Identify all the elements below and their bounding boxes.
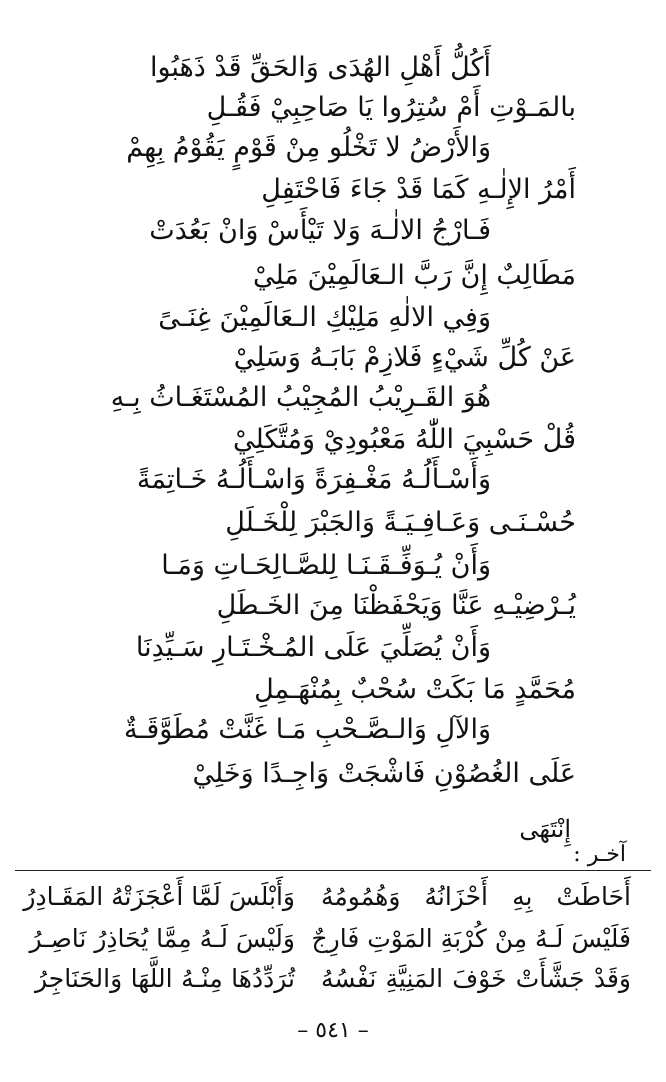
another-heading: آخـر : [573, 842, 626, 867]
poem-line: وَأَنْ يُصَلِّيَ عَلَى المُـخْـتَـارِ سَـيِّدِنَا [135, 632, 491, 663]
poem-line: وَالأَرْضُ لا تَخْلُو مِنْ قَوْمٍ يَقُوْمُ بِهِمْ [126, 132, 491, 163]
page-number: – ٥٤١ – [297, 1018, 369, 1043]
poem-line: وَالآلِ وَالـصَّـحْبِ مَـا غَنَّتْ مُطَوَّقَـةٌ [123, 714, 491, 745]
poem-line: عَنْ كُلِّ شَيْءٍ فَلازِمْ بَابَـهُ وَسَلِيْ [233, 342, 576, 373]
verse-first-hemistich: أَحَاطَتْ بِهِ أَحْزَانُهُ وَهُمُومُهُ [321, 882, 631, 911]
poem-line: هُوَ القَـرِيْبُ المُجِيْبُ المُسْتَغَـاثُ بِـهِ [110, 382, 491, 413]
verse-second-hemistich: وَأَبْلَسَ لَمَّا أَعْجَزَتْهُ المَقَـادِرُ [23, 882, 295, 911]
divider-rule [15, 870, 651, 871]
verse-first-hemistich: فَلَيْسَ لَـهُ مِنْ كُرْبَةِ المَوْتِ فَارِجٌ [311, 924, 631, 953]
poem-ending: إِنْتَهَى [519, 815, 571, 843]
poem-line: أَكُلُّ أَهْلِ الهُدَى وَالحَقِّ قَدْ ذَهَبُوا [149, 52, 491, 83]
verse-second-hemistich: تُرَدِّدُهَا مِنْـهُ اللَّهَا وَالحَنَاجِرُ [35, 964, 295, 993]
poem-line: مَطَالِبٌ إِنَّ رَبَّ الـعَالَمِيْنَ مَلِيْ [252, 260, 576, 291]
poem-line: عَلَى الغُصُوْنِ فَاشْجَتْ وَاجِـدًا وَخَلِيْ [192, 758, 576, 789]
poem-line: يُـرْضِيْـهِ عَنَّا وَيَحْفَظْنَا مِنَ الخَـطَلِ [216, 590, 576, 621]
poem-line: أَمْرُ الإِلٰـهِ كَمَا قَدْ جَاءَ فَاحْتَفِلِ [261, 174, 576, 205]
verse-second-hemistich: وَلَيْسَ لَـهُ مِمَّا يُحَاذِرُ نَاصِـرُ [29, 924, 295, 953]
poem-line: قُلْ حَسْبِيَ اللّٰهُ مَعْبُودِيْ وَمُتَّكَلِيْ [233, 424, 576, 455]
poem-line: مُحَمَّدٍ مَا بَكَتْ سُحْبٌ بِمُنْهَـمِلِ [254, 674, 576, 705]
poem-line: وَأَسْـأَلُـهُ مَغْـفِرَةً وَاسْـأَلُـهُ خَـاتِمَةً [136, 464, 491, 495]
poem-line: وَفِي الالٰهِ مَلِيْكِ الـعَالَمِيْنَ غِنَـىً [158, 302, 491, 333]
verse-first-hemistich: وَقَدْ جَشَّأَتْ خَوْفَ المَنِيَّةِ نَفْسُهُ [321, 964, 631, 993]
poem-line: فَـارْجُ الالٰـهَ وَلا تَيْأَسْ وَانْ بَعُدَتْ [149, 215, 491, 246]
poem-line: وَأَنْ يُـوَفِّـقَـنَـا لِلصَّـالِحَـاتِ وَمَـا [161, 550, 491, 581]
poem-line: بالمَـوْتِ أَمْ سُتِرُوا يَا صَاحِبِيْ فَقُـلِ [206, 92, 576, 123]
poem-line: حُسْـنَـى وَعَـافِـيَـةً وَالجَبْرَ لِلْخَـلَلِ [225, 507, 576, 538]
